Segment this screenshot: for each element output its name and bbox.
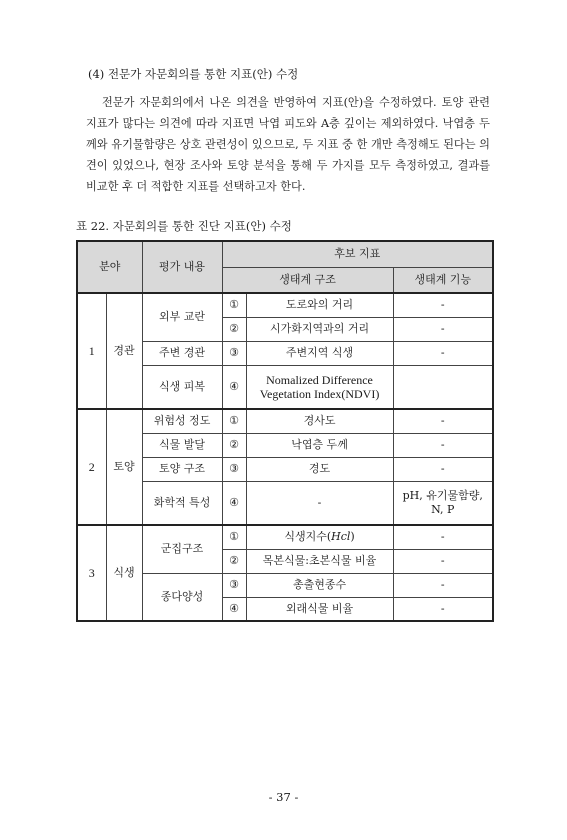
eval-cell: 식생 피복: [142, 365, 222, 409]
section-name: 경관: [106, 293, 142, 409]
row-number: ①: [222, 525, 246, 549]
structure-cell: 낙엽층 두께: [246, 433, 393, 457]
structure-cell: [246, 525, 393, 549]
structure-cell: 경도: [246, 457, 393, 481]
structure-cell: 경사도: [246, 409, 393, 433]
row-number: ②: [222, 317, 246, 341]
section-name: 식생: [106, 525, 142, 621]
eval-cell: 주변 경관: [142, 341, 222, 365]
row-number: ③: [222, 457, 246, 481]
structure-text-end: ): [350, 530, 355, 544]
function-cell: -: [393, 549, 493, 573]
function-cell: -: [393, 293, 493, 317]
structure-cell: 도로와의 거리: [246, 293, 393, 317]
structure-cell: -: [246, 481, 393, 525]
row-number: ④: [222, 365, 246, 409]
structure-cell: 외래식물 비율: [246, 597, 393, 621]
eval-cell: 위험성 정도: [142, 409, 222, 433]
row-number: ②: [222, 549, 246, 573]
structure-abbrev: Hcl: [331, 530, 351, 544]
function-cell: -: [393, 433, 493, 457]
table-row: [77, 293, 493, 317]
header-structure: 생태계 구조: [222, 267, 393, 293]
table-row: [77, 409, 493, 433]
function-cell: -: [393, 317, 493, 341]
eval-cell: 종다양성: [142, 573, 222, 621]
body-paragraph: 전문가 자문회의에서 나온 의견을 반영하여 지표(안)을 수정하였다. 토양 관련 지표가 많다는 의견에 따라 지표면 낙엽 피도와 A층 깊이는 제외하였다. 낙엽층 두께와 유기물함량은 상호 관련성이 있으므로, 두 지표 중 한 개만 측정해도 된다는 의견이 있었으나, 현장 조사와 토양 분석을 통해 두 가지를 모두 측정하였고, 결과를 비교한 후 더 적합한 지표를 선택하고자 한다.: [86, 96, 490, 193]
function-cell: [393, 365, 493, 409]
section-name: 토양: [106, 409, 142, 525]
header-candidate: 후보 지표: [222, 241, 493, 267]
structure-cell: 목본식물:초본식물 비율: [246, 549, 393, 573]
eval-cell: 토양 구조: [142, 457, 222, 481]
section-number: 3: [77, 525, 106, 621]
eval-cell: 외부 교란: [142, 293, 222, 341]
header-eval: 평가 내용: [142, 241, 222, 293]
section-number: 1: [77, 293, 106, 409]
structure-text: 식생지수(: [284, 530, 332, 544]
structure-cell: 주변지역 식생: [246, 341, 393, 365]
structure-cell: 총출현종수: [246, 573, 393, 597]
function-cell: -: [393, 525, 493, 549]
page-number: - 37 -: [268, 790, 299, 804]
indicator-table: [76, 240, 494, 622]
eval-cell: 식물 발달: [142, 433, 222, 457]
function-cell: -: [393, 573, 493, 597]
eval-cell: 군집구조: [142, 525, 222, 573]
function-cell: -: [393, 341, 493, 365]
row-number: ③: [222, 341, 246, 365]
section-number: 2: [77, 409, 106, 525]
row-number: ①: [222, 409, 246, 433]
row-number: ③: [222, 573, 246, 597]
table-row: [77, 525, 493, 549]
section-heading: (4) 전문가 자문회의를 통한 지표(안) 수정: [88, 67, 299, 81]
row-number: ②: [222, 433, 246, 457]
function-cell: -: [393, 457, 493, 481]
row-number: ④: [222, 597, 246, 621]
row-number: ①: [222, 293, 246, 317]
structure-cell: Nomalized Difference Vegetation Index(NDVI): [246, 365, 393, 409]
header-function: 생태계 기능: [393, 267, 493, 293]
table-caption: 표 22. 자문회의를 통한 진단 지표(안) 수정: [76, 219, 292, 233]
function-cell: -: [393, 409, 493, 433]
function-cell: -: [393, 597, 493, 621]
header-field: 분야: [77, 241, 142, 293]
eval-cell: 화학적 특성: [142, 481, 222, 525]
structure-cell: 시가화지역과의 거리: [246, 317, 393, 341]
row-number: ④: [222, 481, 246, 525]
function-cell: pH, 유기물함량, N, P: [393, 481, 493, 525]
